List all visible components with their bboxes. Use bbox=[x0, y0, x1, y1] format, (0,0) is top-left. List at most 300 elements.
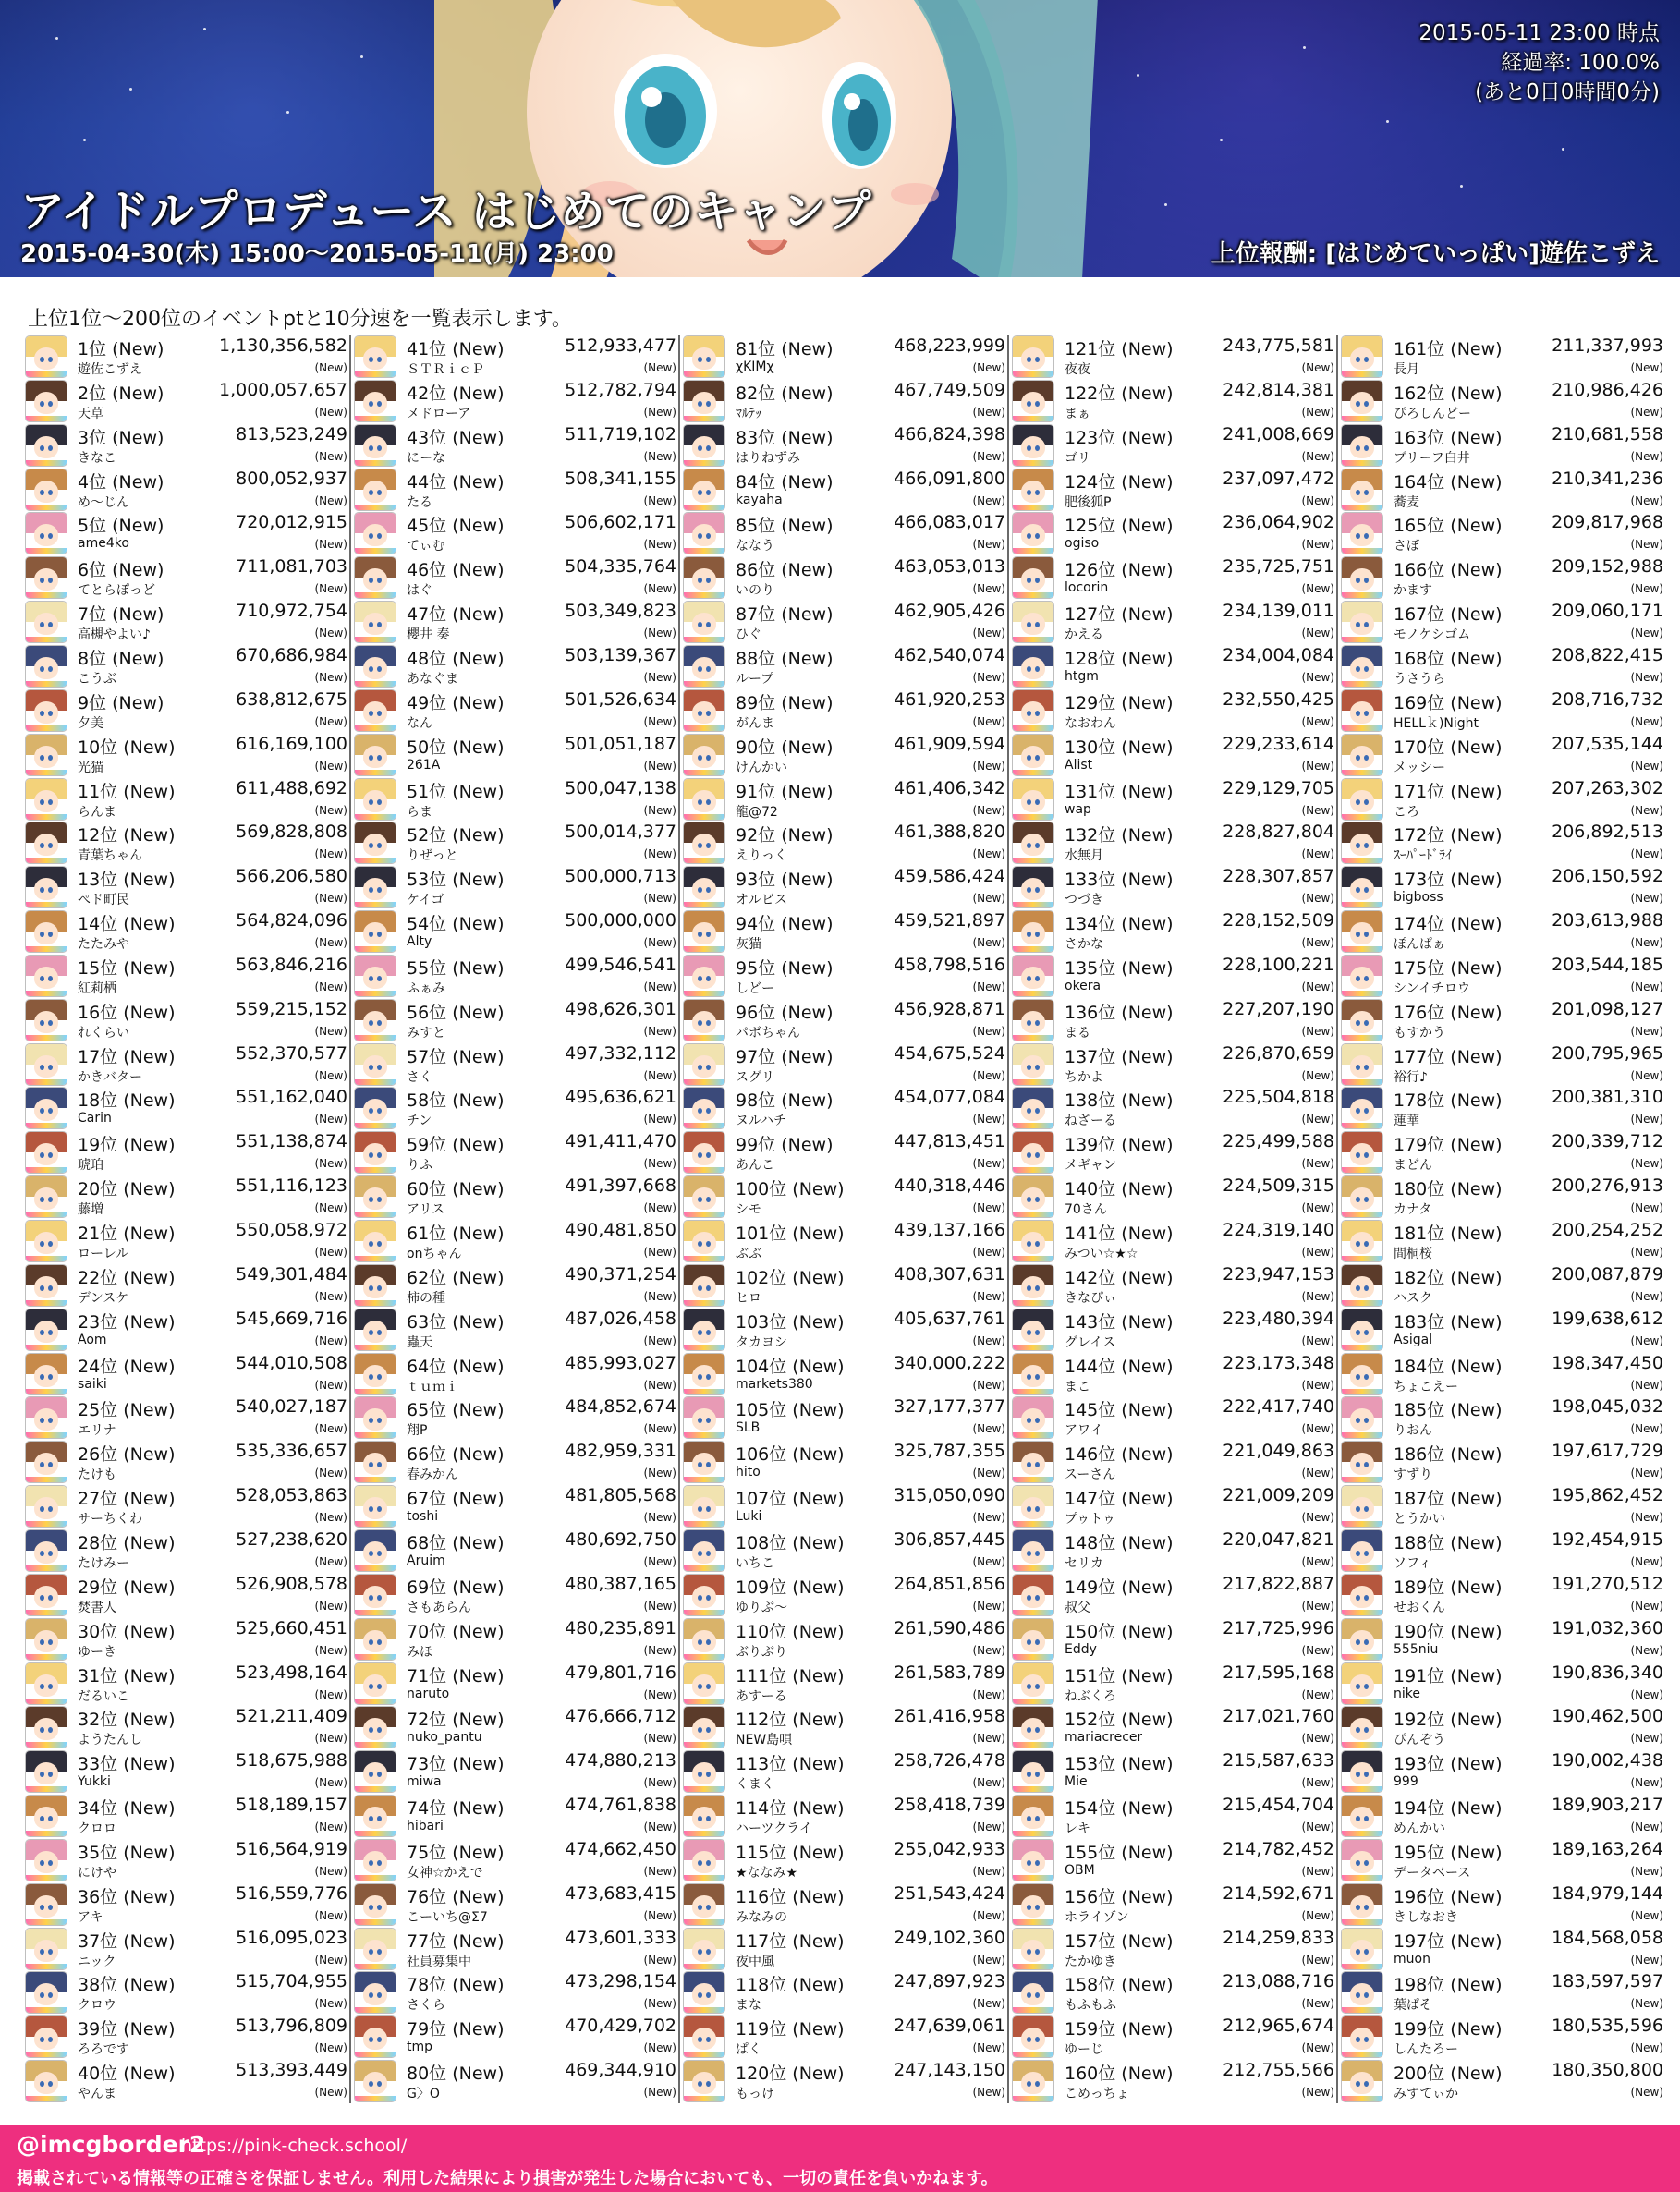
idol-avatar bbox=[355, 646, 396, 687]
idol-avatar bbox=[1013, 1486, 1053, 1527]
ranking-row bbox=[353, 1219, 678, 1263]
idol-avatar bbox=[1013, 690, 1053, 731]
speed-label: (New) bbox=[972, 493, 1005, 507]
event-points: 461,909,594 bbox=[894, 733, 1005, 754]
speed-label: (New) bbox=[1301, 1113, 1334, 1126]
idol-avatar bbox=[1013, 956, 1053, 996]
producer-name: ゴリ bbox=[1065, 450, 1090, 466]
rank-label: 87位 (New) bbox=[736, 604, 834, 626]
speed-label: (New) bbox=[1301, 1378, 1334, 1392]
ranking-row bbox=[1340, 644, 1665, 688]
event-points: 189,903,217 bbox=[1552, 1795, 1663, 1816]
idol-avatar bbox=[26, 2016, 67, 2057]
speed-label: (New) bbox=[643, 1687, 676, 1701]
speed-label: (New) bbox=[972, 1821, 1005, 1834]
speed-label: (New) bbox=[1301, 1024, 1334, 1038]
speed-label: (New) bbox=[1630, 1908, 1663, 1922]
producer-name: いのり bbox=[736, 583, 774, 599]
speed-label: (New) bbox=[643, 627, 676, 640]
idol-avatar bbox=[355, 1796, 396, 1836]
producer-name: かえる bbox=[1065, 627, 1103, 643]
speed-label: (New) bbox=[1301, 1732, 1334, 1746]
producer-name: ぺド町民 bbox=[78, 893, 129, 908]
idol-avatar bbox=[26, 1796, 67, 1836]
speed-label: (New) bbox=[1301, 936, 1334, 950]
ranking-row bbox=[1011, 1838, 1336, 1882]
idol-avatar bbox=[355, 1044, 396, 1085]
event-points: 225,504,818 bbox=[1223, 1087, 1334, 1108]
event-points: 503,349,823 bbox=[565, 601, 676, 622]
idol-avatar bbox=[1342, 779, 1382, 820]
speed-label: (New) bbox=[1301, 493, 1334, 507]
speed-label: (New) bbox=[314, 1997, 347, 2011]
speed-label: (New) bbox=[1630, 759, 1663, 773]
speed-label: (New) bbox=[643, 803, 676, 817]
idol-avatar bbox=[355, 779, 396, 820]
producer-name: はぐ bbox=[407, 583, 432, 599]
event-title: アイドルプロデュース はじめてのキャンプ bbox=[20, 186, 871, 237]
ranking-row bbox=[353, 1794, 678, 1838]
idol-avatar bbox=[1342, 469, 1382, 510]
header-banner bbox=[0, 0, 1680, 277]
producer-name: りぜっと bbox=[407, 848, 458, 864]
rank-label: 44位 (New) bbox=[407, 471, 505, 493]
ranking-row bbox=[24, 777, 349, 822]
idol-avatar bbox=[26, 1354, 67, 1394]
idol-avatar bbox=[1013, 1929, 1053, 1969]
speed-label: (New) bbox=[1301, 1776, 1334, 1790]
ranking-row bbox=[1340, 423, 1665, 468]
speed-label: (New) bbox=[643, 1068, 676, 1082]
rank-label: 130位 (New) bbox=[1065, 737, 1174, 758]
ranking-row bbox=[1011, 1263, 1336, 1308]
rank-label: 134位 (New) bbox=[1065, 914, 1174, 935]
ranking-row bbox=[1340, 1175, 1665, 1219]
producer-name: muon bbox=[1394, 1951, 1430, 1967]
ranking-column bbox=[682, 335, 1007, 2103]
event-points: 611,488,692 bbox=[236, 777, 347, 798]
producer-name: かます bbox=[1394, 583, 1432, 599]
producer-name: ぶりぶり bbox=[736, 1644, 787, 1660]
idol-avatar bbox=[1342, 1707, 1382, 1748]
rank-label: 85位 (New) bbox=[736, 516, 834, 537]
speed-label: (New) bbox=[1630, 1821, 1663, 1834]
event-points: 508,341,155 bbox=[565, 468, 676, 489]
speed-label: (New) bbox=[1301, 1068, 1334, 1082]
event-points: 184,568,058 bbox=[1552, 1927, 1663, 1948]
producer-name: ちかよ bbox=[1065, 1069, 1103, 1085]
ranking-row bbox=[24, 379, 349, 423]
ranking-row bbox=[1011, 1617, 1336, 1662]
ranking-row bbox=[353, 511, 678, 555]
speed-label: (New) bbox=[1630, 1024, 1663, 1038]
idol-avatar bbox=[684, 1088, 724, 1128]
rank-label: 197位 (New) bbox=[1394, 1930, 1503, 1952]
producer-name: Mie bbox=[1065, 1774, 1088, 1790]
speed-label: (New) bbox=[1301, 1157, 1334, 1171]
producer-name: スグリ bbox=[736, 1069, 774, 1085]
speed-label: (New) bbox=[1301, 980, 1334, 993]
ranking-row bbox=[353, 1838, 678, 1882]
ranking-row bbox=[24, 1086, 349, 1130]
event-points: 228,152,509 bbox=[1223, 910, 1334, 932]
idol-avatar bbox=[26, 557, 67, 598]
ranking-row bbox=[1340, 1794, 1665, 1838]
idol-avatar bbox=[26, 1840, 67, 1881]
status-block bbox=[1418, 18, 1660, 107]
event-points: 227,207,190 bbox=[1223, 998, 1334, 1019]
producer-name: みなみの bbox=[736, 1909, 787, 1925]
producer-name: シモ bbox=[736, 1202, 761, 1218]
producer-name: tmp bbox=[407, 2040, 433, 2055]
rank-label: 182位 (New) bbox=[1394, 1267, 1503, 1288]
rank-label: 109位 (New) bbox=[736, 1577, 845, 1598]
rank-label: 191位 (New) bbox=[1394, 1665, 1503, 1687]
speed-label: (New) bbox=[972, 1776, 1005, 1790]
producer-name: さぼ bbox=[1394, 539, 1419, 554]
ranking-row bbox=[1340, 2059, 1665, 2103]
rank-label: 47位 (New) bbox=[407, 604, 505, 626]
rank-label: 42位 (New) bbox=[407, 383, 505, 404]
event-points: 516,095,023 bbox=[236, 1927, 347, 1948]
ranking-row bbox=[1340, 511, 1665, 555]
event-points: 191,270,512 bbox=[1552, 1573, 1663, 1594]
producer-name: カナタ bbox=[1394, 1202, 1432, 1218]
ranking-row bbox=[682, 688, 1007, 733]
producer-name: ころ bbox=[1394, 804, 1419, 820]
ranking-row bbox=[682, 909, 1007, 954]
idol-avatar bbox=[355, 690, 396, 731]
speed-label: (New) bbox=[1301, 1643, 1334, 1657]
rank-label: 121位 (New) bbox=[1065, 339, 1174, 359]
idol-avatar bbox=[684, 1000, 724, 1041]
event-points: 540,027,187 bbox=[236, 1396, 347, 1418]
event-points: 192,454,915 bbox=[1552, 1528, 1663, 1550]
speed-label: (New) bbox=[972, 1864, 1005, 1878]
ranking-row bbox=[1340, 1440, 1665, 1484]
rank-label: 75位 (New) bbox=[407, 1842, 505, 1863]
rank-label: 8位 (New) bbox=[78, 648, 164, 669]
speed-label: (New) bbox=[1301, 1821, 1334, 1834]
ranking-row bbox=[1011, 998, 1336, 1042]
producer-name: なおわん bbox=[1065, 715, 1116, 731]
producer-name: けんかい bbox=[736, 760, 787, 775]
idol-avatar bbox=[26, 1530, 67, 1571]
event-points: 206,892,513 bbox=[1552, 822, 1663, 843]
idol-avatar bbox=[26, 911, 67, 952]
idol-avatar bbox=[684, 956, 724, 996]
speed-label: (New) bbox=[1630, 1333, 1663, 1347]
site-url-link[interactable]: https://pink-check.school/ bbox=[181, 2136, 408, 2156]
speed-label: (New) bbox=[314, 1599, 347, 1613]
idol-avatar bbox=[1013, 1354, 1053, 1394]
producer-name: さくら bbox=[407, 1998, 445, 2014]
event-points: 474,761,838 bbox=[565, 1795, 676, 1816]
producer-name: 琥珀 bbox=[78, 1158, 103, 1174]
rank-label: 157位 (New) bbox=[1065, 1930, 1174, 1952]
rank-label: 132位 (New) bbox=[1065, 825, 1174, 846]
ranking-row bbox=[353, 1528, 678, 1573]
producer-name: hibari bbox=[407, 1819, 444, 1834]
rank-label: 195位 (New) bbox=[1394, 1842, 1503, 1863]
rank-label: 24位 (New) bbox=[78, 1356, 176, 1377]
event-points: 503,139,367 bbox=[565, 644, 676, 665]
producer-name: まどん bbox=[1394, 1158, 1432, 1174]
ranking-row bbox=[682, 1970, 1007, 2015]
producer-name: たけも bbox=[78, 1467, 116, 1483]
idol-avatar bbox=[684, 336, 724, 377]
event-points: 198,347,450 bbox=[1552, 1352, 1663, 1373]
idol-avatar bbox=[684, 911, 724, 952]
speed-label: (New) bbox=[1301, 1333, 1334, 1347]
rank-label: 169位 (New) bbox=[1394, 692, 1503, 713]
event-points: 214,782,452 bbox=[1223, 1838, 1334, 1859]
twitter-handle[interactable]: @imcgborder2 bbox=[17, 2131, 206, 2158]
event-points: 474,880,213 bbox=[565, 1750, 676, 1772]
rank-label: 76位 (New) bbox=[407, 1886, 505, 1907]
ranking-row bbox=[1011, 1308, 1336, 1352]
ranking-row bbox=[1340, 1308, 1665, 1352]
rank-label: 56位 (New) bbox=[407, 1002, 505, 1023]
rank-label: 193位 (New) bbox=[1394, 1754, 1503, 1775]
idol-avatar bbox=[1013, 1044, 1053, 1085]
idol-avatar bbox=[355, 1619, 396, 1660]
producer-name: ちょこえー bbox=[1394, 1379, 1458, 1394]
speed-label: (New) bbox=[1630, 1378, 1663, 1392]
speed-label: (New) bbox=[1630, 361, 1663, 374]
ranking-row bbox=[1340, 1042, 1665, 1087]
ranking-row bbox=[682, 1705, 1007, 1749]
speed-label: (New) bbox=[643, 714, 676, 728]
idol-avatar bbox=[355, 1840, 396, 1881]
event-points: 720,012,915 bbox=[236, 512, 347, 533]
idol-avatar bbox=[1342, 1221, 1382, 1261]
rank-label: 116位 (New) bbox=[736, 1886, 845, 1907]
idol-avatar bbox=[26, 867, 67, 907]
idol-avatar bbox=[26, 1132, 67, 1173]
event-period: 2015-04-30(木) 15:00～2015-05-11(月) 23:00 bbox=[20, 240, 614, 268]
event-points: 212,965,674 bbox=[1223, 2015, 1334, 2037]
producer-name: てぃむ bbox=[407, 539, 445, 554]
event-points: 549,301,484 bbox=[236, 1263, 347, 1285]
ranking-row bbox=[353, 1662, 678, 1706]
idol-avatar bbox=[26, 1575, 67, 1615]
ranking-row bbox=[24, 954, 349, 998]
producer-name: ローレル bbox=[78, 1247, 129, 1261]
rank-label: 12位 (New) bbox=[78, 825, 176, 846]
rank-label: 178位 (New) bbox=[1394, 1090, 1503, 1112]
speed-label: (New) bbox=[1630, 627, 1663, 640]
speed-label: (New) bbox=[1630, 1511, 1663, 1525]
rank-label: 93位 (New) bbox=[736, 870, 834, 891]
event-points: 189,163,264 bbox=[1552, 1838, 1663, 1859]
event-points: 237,097,472 bbox=[1223, 468, 1334, 489]
rank-label: 125位 (New) bbox=[1065, 516, 1174, 537]
event-points: 525,660,451 bbox=[236, 1617, 347, 1638]
ranking-row bbox=[24, 468, 349, 512]
ranking-row bbox=[24, 998, 349, 1042]
ranking-row bbox=[24, 1219, 349, 1263]
rank-label: 79位 (New) bbox=[407, 2019, 505, 2040]
ranking-row bbox=[353, 555, 678, 600]
event-points: 559,215,152 bbox=[236, 998, 347, 1019]
ranking-row bbox=[353, 1352, 678, 1396]
producer-name: ななう bbox=[736, 539, 774, 554]
ranking-row bbox=[682, 733, 1007, 777]
idol-avatar bbox=[684, 425, 724, 466]
ranking-row bbox=[1340, 865, 1665, 909]
producer-name: こうぶ bbox=[78, 671, 116, 687]
producer-name: nuko_pantu bbox=[407, 1730, 482, 1746]
ranking-row bbox=[682, 954, 1007, 998]
idol-avatar bbox=[1013, 1619, 1053, 1660]
rank-label: 9位 (New) bbox=[78, 692, 164, 713]
event-points: 200,381,310 bbox=[1552, 1087, 1663, 1108]
ranking-row bbox=[1011, 1927, 1336, 1971]
speed-label: (New) bbox=[314, 538, 347, 552]
event-points: 225,499,588 bbox=[1223, 1131, 1334, 1152]
producer-name: Alist bbox=[1065, 757, 1093, 773]
speed-label: (New) bbox=[972, 1554, 1005, 1568]
idol-avatar bbox=[684, 1972, 724, 2013]
event-points: 229,233,614 bbox=[1223, 733, 1334, 754]
event-points: 551,138,874 bbox=[236, 1131, 347, 1152]
ranking-row bbox=[1340, 954, 1665, 998]
producer-name: アキ bbox=[78, 1909, 103, 1925]
ranking-row bbox=[24, 1749, 349, 1794]
rank-label: 98位 (New) bbox=[736, 1090, 834, 1112]
rank-label: 60位 (New) bbox=[407, 1179, 505, 1200]
speed-label: (New) bbox=[972, 2041, 1005, 2055]
rank-label: 49位 (New) bbox=[407, 692, 505, 713]
producer-name: miwa bbox=[407, 1774, 442, 1790]
producer-name: OBM bbox=[1065, 1862, 1095, 1878]
event-points: 459,586,424 bbox=[894, 866, 1005, 887]
producer-name: 柿の種 bbox=[407, 1290, 445, 1306]
event-points: 501,051,187 bbox=[565, 733, 676, 754]
producer-name: さく bbox=[407, 1069, 432, 1085]
speed-label: (New) bbox=[314, 405, 347, 419]
speed-label: (New) bbox=[972, 1333, 1005, 1347]
producer-name: さかな bbox=[1065, 937, 1103, 953]
speed-label: (New) bbox=[314, 803, 347, 817]
idol-avatar bbox=[1342, 956, 1382, 996]
event-points: 236,064,902 bbox=[1223, 512, 1334, 533]
event-points: 224,509,315 bbox=[1223, 1175, 1334, 1197]
producer-name: あんこ bbox=[736, 1158, 774, 1174]
speed-label: (New) bbox=[314, 1732, 347, 1746]
producer-name: G〉O bbox=[407, 2087, 440, 2102]
event-points: 191,032,360 bbox=[1552, 1617, 1663, 1638]
event-points: 200,254,252 bbox=[1552, 1220, 1663, 1240]
speed-label: (New) bbox=[643, 1024, 676, 1038]
ranking-row bbox=[1340, 821, 1665, 865]
producer-name: モノケシゴム bbox=[1394, 627, 1471, 643]
rank-label: 67位 (New) bbox=[407, 1489, 505, 1510]
ranking-row bbox=[24, 1617, 349, 1662]
speed-label: (New) bbox=[972, 1997, 1005, 2011]
rank-label: 22位 (New) bbox=[78, 1267, 176, 1288]
producer-name: 261A bbox=[407, 757, 441, 773]
ranking-row bbox=[682, 1749, 1007, 1794]
event-points: 258,418,739 bbox=[894, 1795, 1005, 1816]
producer-name: ぽんぱぁ bbox=[1394, 937, 1445, 953]
event-points: 501,526,634 bbox=[565, 688, 676, 710]
speed-label: (New) bbox=[314, 1113, 347, 1126]
ranking-row bbox=[353, 379, 678, 423]
producer-name: きなこ bbox=[78, 450, 116, 466]
idol-avatar bbox=[1342, 381, 1382, 421]
producer-name: かきバター bbox=[78, 1069, 142, 1085]
event-points: 459,521,897 bbox=[894, 910, 1005, 932]
speed-label: (New) bbox=[972, 1068, 1005, 1082]
event-points: 405,637,761 bbox=[894, 1308, 1005, 1329]
producer-name: ぶぶ bbox=[736, 1247, 761, 1261]
speed-label: (New) bbox=[1630, 1289, 1663, 1303]
idol-avatar bbox=[26, 1751, 67, 1792]
speed-label: (New) bbox=[1301, 449, 1334, 463]
producer-name: 社員募集中 bbox=[407, 1954, 471, 1969]
speed-label: (New) bbox=[314, 1068, 347, 1082]
ranking-row bbox=[682, 379, 1007, 423]
producer-name: てとらぽっど bbox=[78, 583, 155, 599]
event-points: 180,350,800 bbox=[1552, 2060, 1663, 2081]
idol-avatar bbox=[684, 602, 724, 642]
ranking-row bbox=[1011, 733, 1336, 777]
ranking-row bbox=[682, 1130, 1007, 1175]
rank-label: 16位 (New) bbox=[78, 1002, 176, 1023]
producer-name: Yukki bbox=[78, 1774, 111, 1790]
ranking-row bbox=[24, 1705, 349, 1749]
ranking-row bbox=[682, 1484, 1007, 1528]
idol-avatar bbox=[26, 1619, 67, 1660]
ranking-row bbox=[682, 1794, 1007, 1838]
event-points: 495,636,621 bbox=[565, 1087, 676, 1108]
speed-label: (New) bbox=[1630, 1997, 1663, 2011]
event-points: 207,263,302 bbox=[1552, 777, 1663, 798]
event-points: 222,417,740 bbox=[1223, 1396, 1334, 1418]
idol-avatar bbox=[684, 1929, 724, 1969]
speed-label: (New) bbox=[1301, 2086, 1334, 2100]
event-points: 217,021,760 bbox=[1223, 1706, 1334, 1727]
rank-label: 36位 (New) bbox=[78, 1886, 176, 1907]
ranking-row bbox=[1340, 1352, 1665, 1396]
ranking-row bbox=[1340, 379, 1665, 423]
speed-label: (New) bbox=[643, 1467, 676, 1480]
idol-avatar bbox=[355, 1176, 396, 1217]
speed-label: (New) bbox=[972, 936, 1005, 950]
idol-avatar bbox=[1342, 2016, 1382, 2057]
idol-avatar bbox=[684, 1176, 724, 1217]
ranking-row bbox=[1011, 335, 1336, 379]
ranking-row bbox=[353, 909, 678, 954]
ranking-row bbox=[1340, 2015, 1665, 2059]
idol-avatar bbox=[1342, 602, 1382, 642]
idol-avatar bbox=[1342, 1929, 1382, 1969]
idol-avatar bbox=[1342, 1442, 1382, 1482]
ranking-row bbox=[24, 1395, 349, 1440]
idol-avatar bbox=[1013, 469, 1053, 510]
speed-label: (New) bbox=[314, 759, 347, 773]
ranking-row bbox=[353, 600, 678, 644]
speed-label: (New) bbox=[972, 1687, 1005, 1701]
idol-avatar bbox=[355, 557, 396, 598]
producer-name: ゆーじ bbox=[1065, 2042, 1103, 2058]
speed-label: (New) bbox=[1630, 980, 1663, 993]
ranking-row bbox=[682, 468, 1007, 512]
producer-name: 春みかん bbox=[407, 1467, 458, 1483]
ranking-row bbox=[1011, 1175, 1336, 1219]
